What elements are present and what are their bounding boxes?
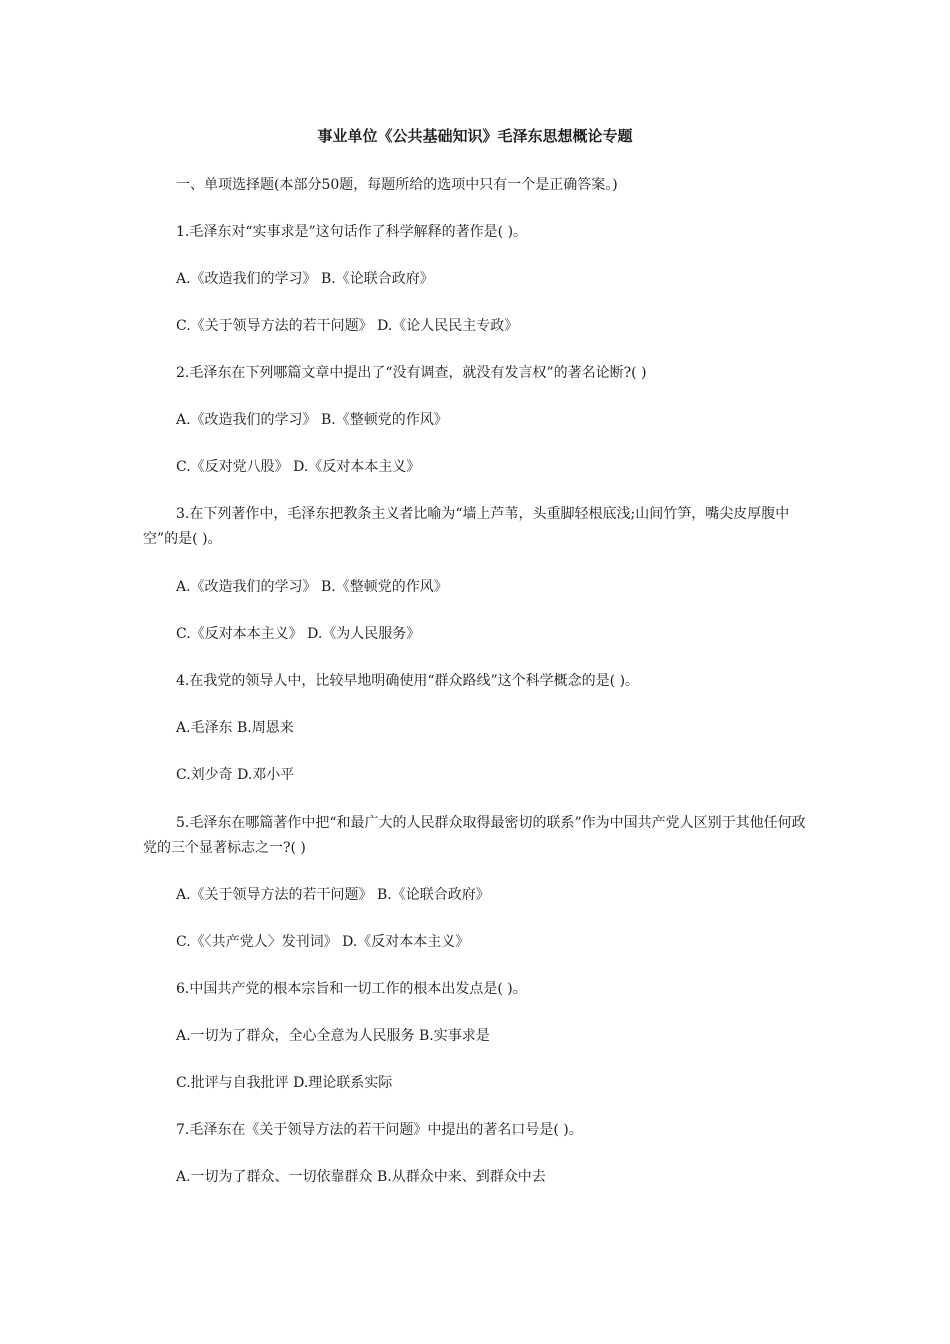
- question-5-options-row-1: A.《关于领导方法的若干问题》 B.《论联合政府》: [176, 887, 490, 903]
- question-2-options-row-1: A.《改造我们的学习》 B.《整顿党的作风》: [176, 412, 448, 428]
- question-1-options-row-1: A.《改造我们的学习》 B.《论联合政府》: [176, 271, 434, 287]
- question-5-options-row-2: C.《〈共产党人〉发刊词》 D.《反对本本主义》: [176, 934, 470, 950]
- question-6-options-row-1: A.一切为了群众，全心全意为人民服务 B.实事求是: [176, 1028, 490, 1044]
- question-4-options-row-2: C.刘少奇 D.邓小平: [176, 767, 295, 783]
- question-stem-2: 2.毛泽东在下列哪篇文章中提出了“没有调查，就没有发言权”的著名论断?( ): [176, 365, 647, 381]
- question-stem-6: 6.中国共产党的根本宗旨和一切工作的根本出发点是( )。: [176, 981, 527, 997]
- question-stem-7: 7.毛泽东在《关于领导方法的若干问题》中提出的著名口号是( )。: [176, 1122, 583, 1138]
- question-stem-4: 4.在我党的领导人中，比较早地明确使用“群众路线”这个科学概念的是( )。: [176, 673, 640, 689]
- question-3-options-row-2: C.《反对本本主义》 D.《为人民服务》: [176, 626, 421, 642]
- question-3-options-row-1: A.《改造我们的学习》 B.《整顿党的作风》: [176, 579, 448, 595]
- document-title: 事业单位《公共基础知识》毛泽东思想概论专题: [317, 127, 633, 145]
- question-stem-5: 5.毛泽东在哪篇著作中把“和最广大的人民群众取得最密切的联系”作为中国共产党人区别于其他任何政党的三个显著标志之一?( ): [143, 815, 806, 856]
- question-2-options-row-2: C.《反对党八股》 D.《反对本本主义》: [176, 459, 421, 475]
- section-heading: 一、单项选择题(本部分50题，每题所给的选项中只有一个是正确答案。): [176, 177, 618, 193]
- question-stem-1: 1.毛泽东对“实事求是”这句话作了科学解释的著作是( )。: [176, 224, 528, 240]
- question-stem-3: 3.在下列著作中，毛泽东把教条主义者比喻为“墙上芦苇，头重脚轻根底浅;山间竹笋，嘴尖皮厚腹中空”的是( )。: [143, 506, 790, 547]
- question-6-options-row-2: C.批评与自我批评 D.理论联系实际: [176, 1075, 393, 1091]
- question-1-options-row-2: C.《关于领导方法的若干问题》 D.《论人民民主专政》: [176, 318, 519, 334]
- question-7-options-row-1: A.一切为了群众、一切依靠群众 B.从群众中来、到群众中去: [176, 1169, 546, 1185]
- question-4-options-row-1: A.毛泽东 B.周恩来: [176, 720, 294, 736]
